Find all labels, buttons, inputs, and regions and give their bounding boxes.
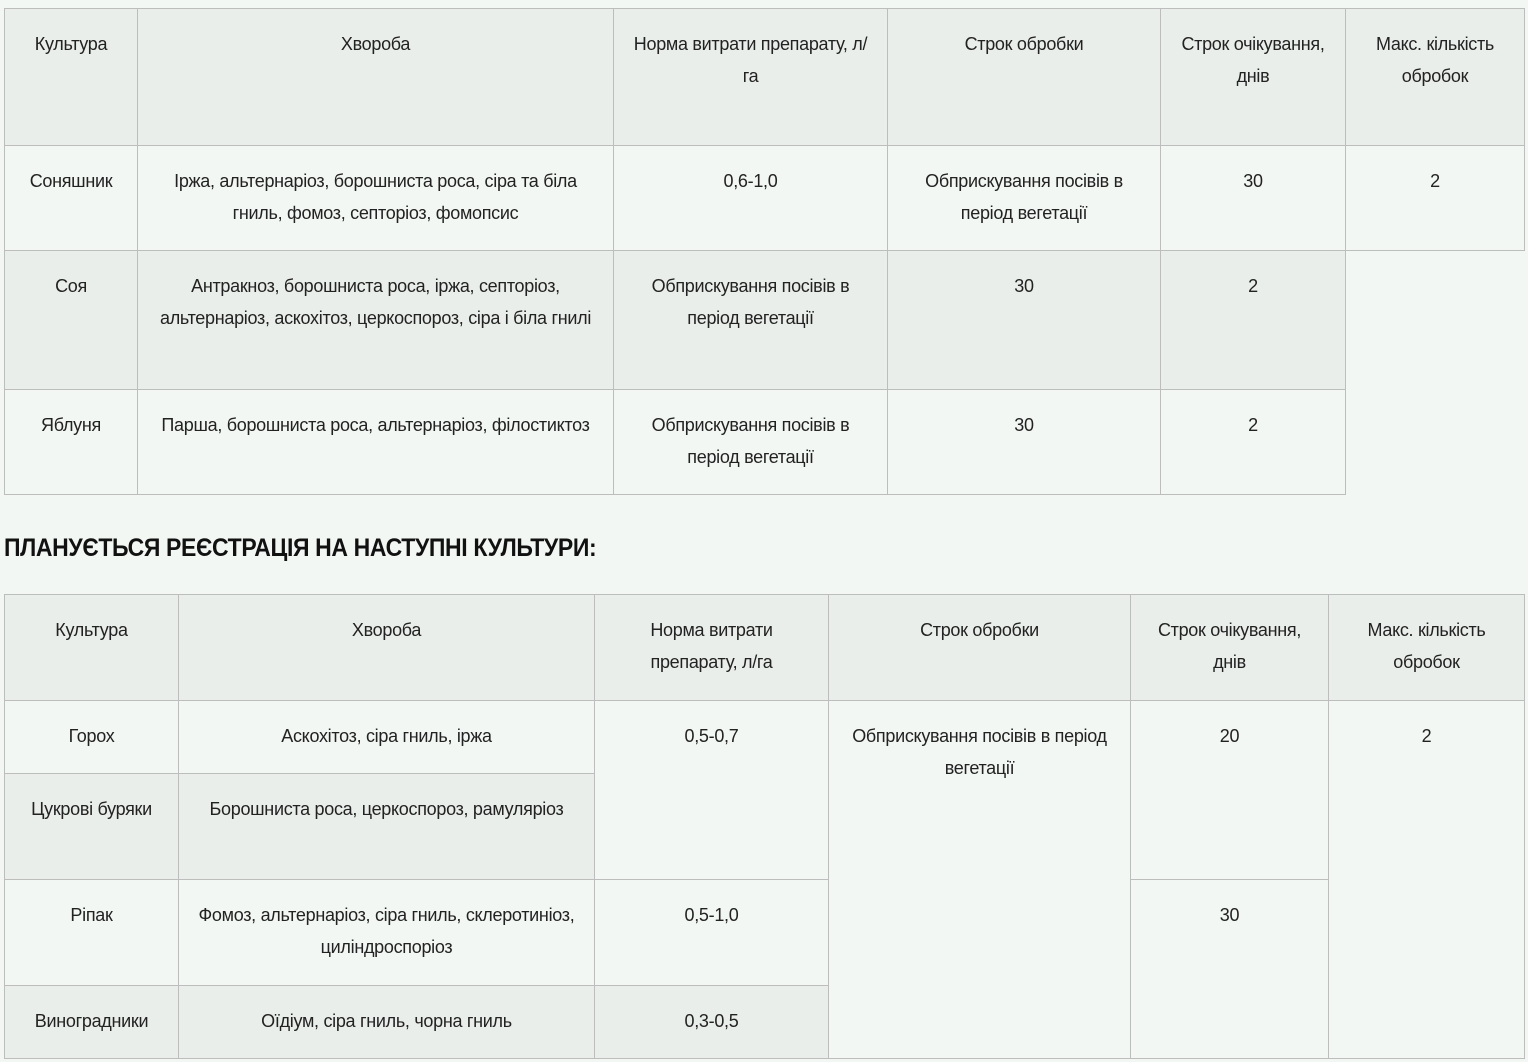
- cell: 0,5-0,7: [595, 701, 829, 880]
- planned-crops-table: [4, 594, 1525, 1059]
- cell: Антракноз, борошниста роса, іржа, септоріоз, альтернаріоз, аскохітоз, церкоспороз, сіра і біла гнилі: [138, 251, 614, 390]
- header-treatment-period: Строк обробки: [888, 9, 1161, 146]
- cell: Соняшник: [5, 146, 138, 251]
- table-row: [5, 880, 1525, 986]
- cell: Горох: [5, 701, 179, 774]
- empty-cell: [1346, 251, 1525, 390]
- cell: 2: [1329, 701, 1525, 1059]
- cell: Іржа, альтернаріоз, борошниста роса, сіра та біла гниль, фомоз, септоріоз, фомопсис: [138, 146, 614, 251]
- header-row: [5, 9, 1525, 146]
- cell: Виноградники: [5, 986, 179, 1059]
- cell: Цукрові буряки: [5, 774, 179, 880]
- empty-cell: [1346, 390, 1525, 495]
- header-rate: Норма витрати препарату, л/га: [595, 595, 829, 701]
- cell: Оїдіум, сіра гниль, чорна гниль: [179, 986, 595, 1059]
- cell: Ріпак: [5, 880, 179, 986]
- header-waiting-period: Строк очікування, днів: [1161, 9, 1346, 146]
- header-culture: Культура: [5, 9, 138, 146]
- header-disease: Хвороба: [179, 595, 595, 701]
- cell: 20: [1131, 701, 1329, 880]
- cell: 2: [1346, 146, 1525, 251]
- cell: Парша, борошниста роса, альтернаріоз, філостиктоз: [138, 390, 614, 495]
- header-rate: Норма витрати препарату, л/га: [614, 9, 888, 146]
- cell: 30: [1131, 880, 1329, 1059]
- cell: 30: [888, 251, 1161, 390]
- cell: Соя: [5, 251, 138, 390]
- section-title: ПЛАНУЄТЬСЯ РЕЄСТРАЦІЯ НА НАСТУПНІ КУЛЬТУРИ:: [4, 534, 597, 562]
- cell: Обприскування посівів в період вегетації: [829, 701, 1131, 1059]
- cell: 0,3-0,5: [595, 986, 829, 1059]
- cell: Фомоз, альтернаріоз, сіра гниль, склеротиніоз, циліндроспоріоз: [179, 880, 595, 986]
- table-row: [5, 390, 1525, 495]
- header-disease: Хвороба: [138, 9, 614, 146]
- header-treatment-period: Строк обробки: [829, 595, 1131, 701]
- table-row: [5, 701, 1525, 774]
- cell: 2: [1161, 390, 1346, 495]
- header-row: [5, 595, 1525, 701]
- cell: 0,5-1,0: [595, 880, 829, 986]
- cell: Яблуня: [5, 390, 138, 495]
- cell: Борошниста роса, церкоспороз, рамуляріоз: [179, 774, 595, 880]
- cell: Обприскування посівів в період вегетації: [614, 251, 888, 390]
- cell: Аскохітоз, сіра гниль, іржа: [179, 701, 595, 774]
- cell: 2: [1161, 251, 1346, 390]
- cell: 30: [888, 390, 1161, 495]
- table-row: [5, 146, 1525, 251]
- header-waiting-period: Строк очікування, днів: [1131, 595, 1329, 701]
- cell: Обприскування посівів в період вегетації: [614, 390, 888, 495]
- cell: Обприскування посівів в період вегетації: [888, 146, 1161, 251]
- header-culture: Культура: [5, 595, 179, 701]
- registered-crops-table: [4, 8, 1525, 495]
- cell: 0,6-1,0: [614, 146, 888, 251]
- table-row: [5, 251, 1525, 390]
- cell: 30: [1161, 146, 1346, 251]
- header-max-treatments: Макс. кількість обробок: [1329, 595, 1525, 701]
- header-max-treatments: Макс. кількість обробок: [1346, 9, 1525, 146]
